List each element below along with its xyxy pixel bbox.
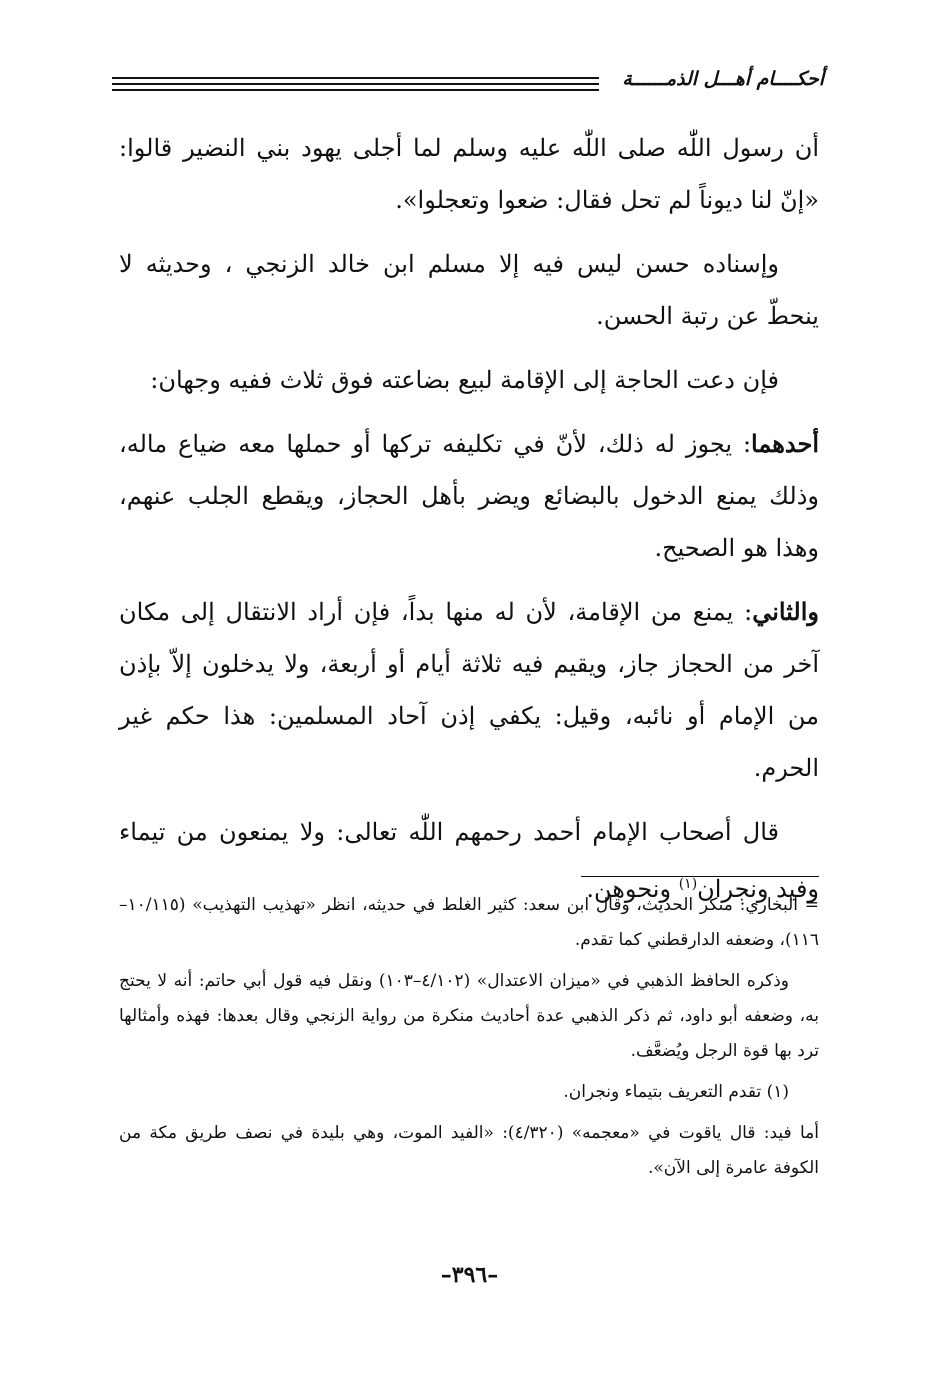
footnote-continued: = البخاري: منكر الحديث، وقال ابن سعد: كثير الغلط في حديثه، انظر «تهذيب التهذيب» (١٠/١١٥–١١٦)، وضعفه الدارقطني كما تقدم. xyxy=(119,895,819,950)
header-rule xyxy=(112,89,599,91)
paragraph-4-text: : يجوز له ذلك، لأنّ في تكليفه تركها أو حملها معه ضياع ماله، وذلك يمنع الدخول بالبضائع ويضر بأهل الحجاز، ويقطع الجلب عنهم، وهذا هو الصحيح. xyxy=(119,430,819,562)
paragraph-4-lead: أحدهما xyxy=(751,429,819,458)
footnote-1: (١) تقدم التعريف بتيماء ونجران. xyxy=(563,1082,789,1102)
header-title: أحكــــام أهـــل الذمــــــة xyxy=(622,68,824,90)
paragraph-2-text: وإسناده حسن ليس فيه إلا مسلم ابن خالد الزنجي ، وحديثه لا ينحطّ عن رتبة الحسن. xyxy=(119,250,819,330)
paragraph-6-end: ونحوهن. xyxy=(586,875,679,903)
footnote-ref-1[interactable]: (١) xyxy=(678,876,698,892)
page-number: –٣٩٦– xyxy=(440,1262,499,1288)
main-text xyxy=(119,122,819,927)
paragraph-6-text: قال أصحاب الإمام أحمد رحمهم اللّٰه تعالى: ولا يمنعون من تيماء وفيد ونجران xyxy=(119,818,819,903)
paragraph-3-text: فإن دعت الحاجة إلى الإقامة لبيع بضاعته فوق ثلاث ففيه وجهان: xyxy=(150,366,779,394)
paragraph-4 xyxy=(119,418,819,574)
paragraph-2 xyxy=(119,238,819,342)
running-header xyxy=(112,66,824,96)
paragraph-1-text: أن رسول اللّٰه صلى اللّٰه عليه وسلم لما أجلى يهود بني النضير قالوا: «إنّ لنا ديوناً لم تحل فقال: ضعوا وتعجلوا». xyxy=(119,134,819,214)
paragraph-5-lead: والثاني xyxy=(752,597,819,626)
paragraph-3 xyxy=(119,354,819,406)
header-rule xyxy=(112,83,599,85)
footnote-separator xyxy=(581,876,819,877)
paragraph-1 xyxy=(119,122,819,226)
paragraph-5-text: : يمنع من الإقامة، لأن له منها بداً، فإن أراد الانتقال إلى مكان آخر من الحجاز جاز، ويقيم فيه ثلاثة أيام أو أربعة، ولا يدخلون إلاّ بإذن من الإمام أو نائبه، وقيل: يكفي إذن آحاد المسلمين: هذا حكم غير الحرم. xyxy=(119,598,819,782)
footnote-continued-2: وذكره الحافظ الذهبي في «ميزان الاعتدال» (٤/١٠٢–١٠٣) ونقل فيه قول أبي حاتم: أنه لا يحتج به، وضعفه أبو داود، ثم ذكر الذهبي عدة أحاديث منكرة من رواية الزنجي وقال بعدها: فهذه وأمثالها ترد بها قوة الرجل ويُضعَّف. xyxy=(119,971,819,1061)
footnote-1-detail: أما فيد: قال ياقوت في «معجمه» (٤/٣٢٠): «الفيد الموت، وهي بليدة في نصف طريق مكة من الكوفة عامرة إلى الآن». xyxy=(119,1123,819,1178)
header-rule xyxy=(112,77,599,79)
paragraph-5 xyxy=(119,586,819,794)
footnotes xyxy=(119,888,819,1192)
